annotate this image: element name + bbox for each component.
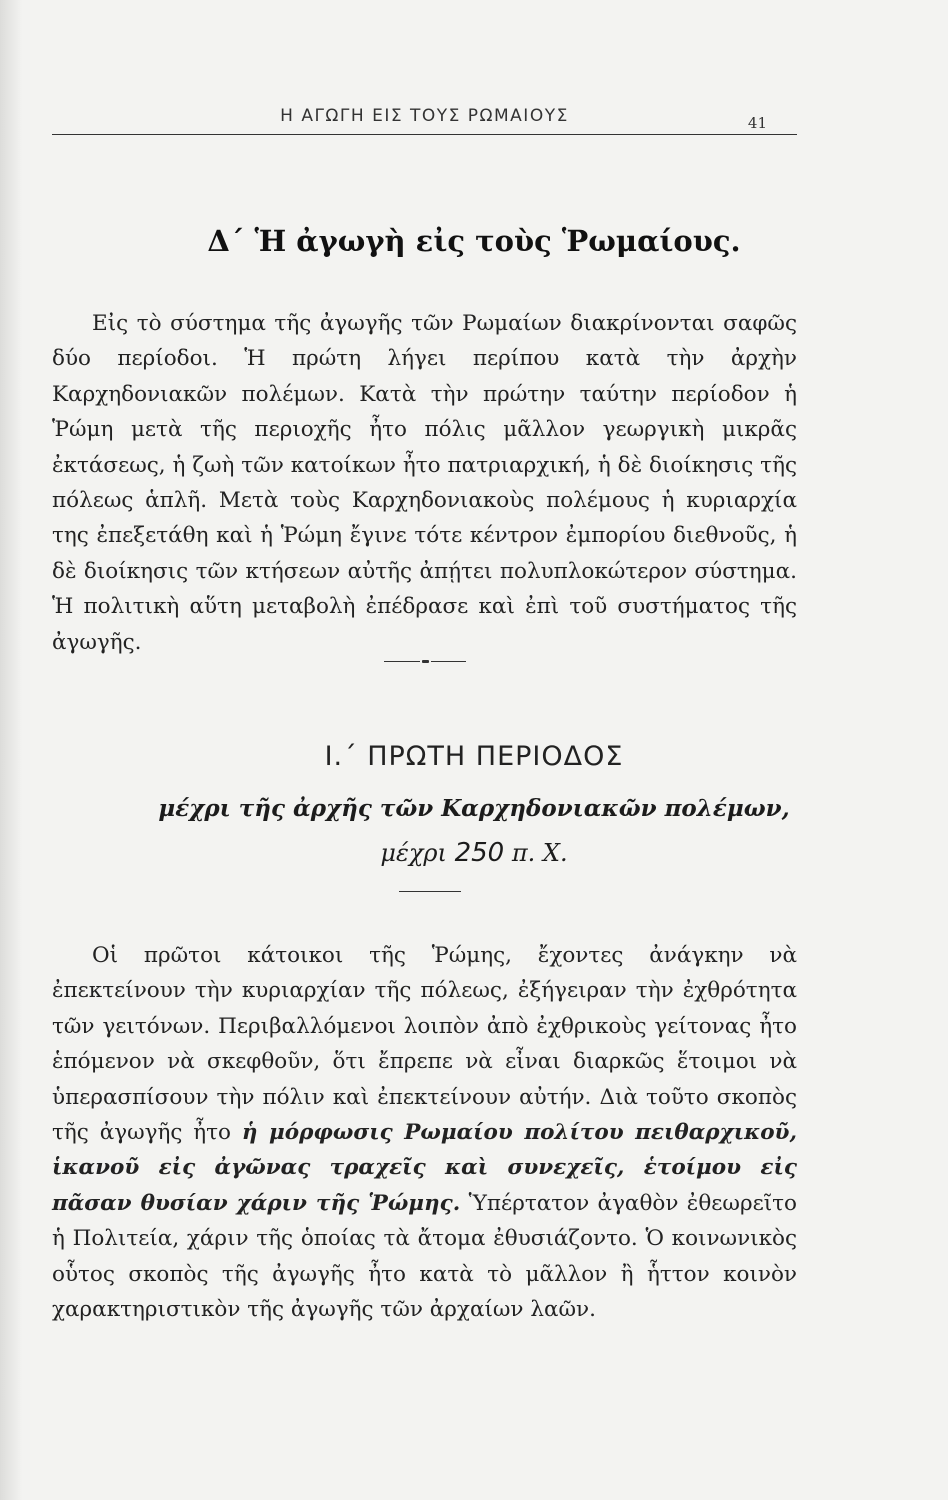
subtitle-date: 250 xyxy=(454,838,505,868)
running-title: Η ΑΓΩΓΗ ΕΙΣ ΤΟΥΣ ΡΩΜΑΙΟΥΣ xyxy=(280,106,569,126)
section-heading: Ι.΄ ΠΡΩΤΗ ΠΕΡΙΟΔΟΣ xyxy=(324,741,624,772)
body-paragraph-part2: Ὑπέρτατον ἀγαθὸν ἐθεωρεῖτο ἡ Πολιτεία, χάριν τῆς ὁποίας τὰ ἄτομα ἐθυσιάζοντο. Ὁ κοινωνικὸς οὗτος σκοπὸς τῆς ἀγωγῆς ἦτο κατὰ τὸ μᾶλλον ἢ ἧττον κοινὸν χαρακτηριστικὸν τῆς ἀγωγῆς τῶν ἀρχαίων λαῶν. xyxy=(52,1190,797,1323)
page-number: 41 xyxy=(747,114,767,132)
running-head xyxy=(52,104,797,135)
short-divider-rule xyxy=(399,891,461,892)
body-paragraph-part1: Οἱ πρῶτοι κάτοικοι τῆς Ῥώμης, ἔχοντες ἀνάγκην νὰ ἐπεκτείνουν τὴν κυριαρχίαν τῆς πόλεως, ἐξήγειραν τὴν ἐχθρότητα τῶν γειτόνων. Περιβαλλόμενοι λοιπὸν ἀπὸ ἐχθρικοὺς γείτονας ἦτο ἑπόμενον νὰ σκεφθοῦν, ὅτι ἔπρεπε νὰ εἶναι διαρκῶς ἕτοιμοι νὰ ὑπερασπίσουν τὴν πόλιν καὶ ἐπεκτείνουν αὐτήν. Διὰ τοῦτο σκοπὸς τῆς ἀγωγῆς ἦτο xyxy=(52,943,797,1146)
subtitle-suffix: π. Χ. xyxy=(511,839,568,867)
ornament-line-right xyxy=(431,661,467,662)
section-ornament-divider xyxy=(384,660,466,663)
intro-paragraph xyxy=(52,306,797,660)
intro-paragraph-text: Εἰς τὸ σύστημα τῆς ἀγωγῆς τῶν Ρωμαίων διακρίνονται σαφῶς δύο περίοδοι. Ἡ πρώτη λήγει περίπου κατὰ τὴν ἀρχὴν Καρχηδονιακῶν πολέμων. Κατὰ τὴν πρώτην ταύτην περίοδον ἡ Ῥώμη μετὰ τῆς περιοχῆς ἦτο πόλις μᾶλλον γεωργικὴ μικρᾶς ἐκτάσεως, ἡ ζωὴ τῶν κατοίκων ἦτο πατριαρχική, ἡ δὲ διοίκησις τῆς πόλεως ἁπλῆ. Μετὰ τοὺς Καρχηδονιακοὺς πολέμους ἡ κυριαρχία της ἐπεξετάθη καὶ ἡ Ῥώμη ἔγινε τότε κέντρον ἐμπορίου διεθνοῦς, ἡ δὲ διοίκησις τῶν κτήσεων αὐτῆς ἀπῄτει πολυπλοκώτερον σύστημα. Ἡ πολιτικὴ αὕτη μεταβολὴ ἐπέδρασε καὶ ἐπὶ τοῦ συστήματος τῆς ἀγωγῆς. xyxy=(52,311,797,655)
ornament-center xyxy=(422,660,429,663)
chapter-heading: Δ΄ Ἡ ἀγωγὴ εἰς τοὺς Ῥωμαίους. xyxy=(207,224,741,258)
subtitle-prefix: μέχρι xyxy=(380,839,447,867)
ornament-line-left xyxy=(384,661,420,662)
body-paragraph xyxy=(52,938,797,1327)
section-subtitle-line2 xyxy=(0,838,948,868)
body-paragraph-emphasis: ἡ μόρφωσις Ρωμαίου πολίτου πειθαρχικοῦ, ἱκανοῦ εἰς ἀγῶνας τραχεῖς καὶ συνεχεῖς, ἑτοίμου εἰς πᾶσαν θυσίαν χάριν τῆς Ῥώμης. xyxy=(52,1120,797,1216)
section-subtitle-line1: μέχρι τῆς ἀρχῆς τῶν Καρχηδονιακῶν πολέμων, xyxy=(158,795,790,822)
